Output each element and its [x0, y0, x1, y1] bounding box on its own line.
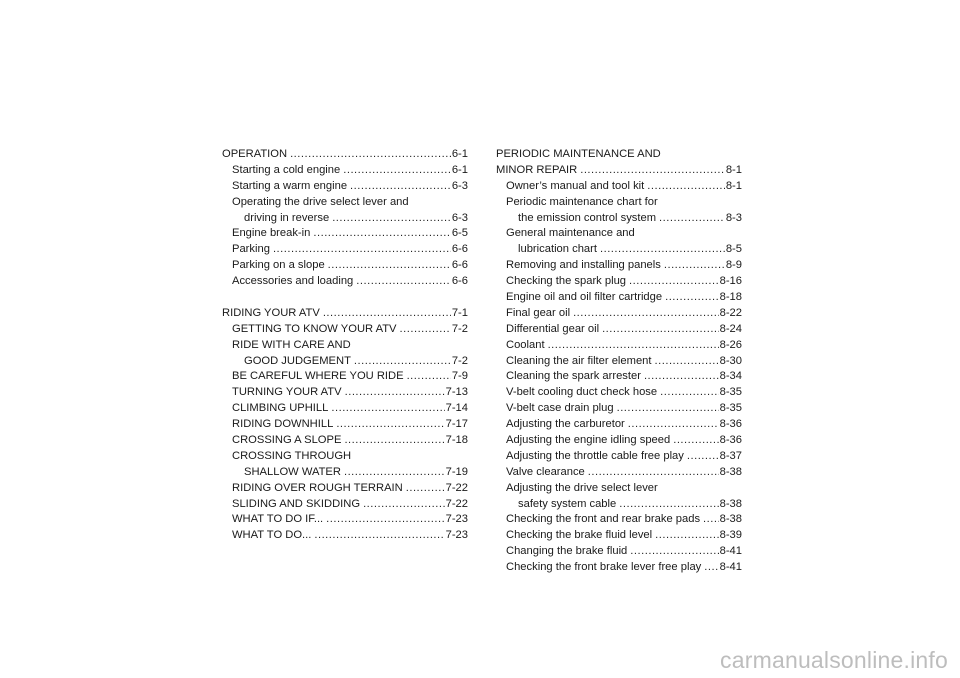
toc-entry — [222, 226, 468, 242]
toc-dot-leader — [400, 322, 451, 338]
toc-dot-leader — [343, 163, 451, 179]
toc-entry-page: 7-17 — [445, 418, 468, 431]
toc-dot-leader — [704, 560, 718, 576]
toc-entry-title: BE CAREFUL WHERE YOU RIDE — [232, 370, 404, 383]
toc-entry-title: RIDING OVER ROUGH TERRAIN — [232, 481, 403, 494]
toc-entry — [222, 274, 468, 290]
toc-dot-leader — [313, 226, 450, 242]
toc-entry-page: 8-38 — [719, 497, 742, 510]
toc-entry — [222, 401, 468, 417]
toc-entry — [496, 258, 742, 274]
toc-entry-title: OPERATION — [222, 148, 288, 160]
watermark-text: carmanualsonline.info — [720, 647, 948, 673]
toc-entry — [496, 306, 742, 322]
toc-dot-leader — [407, 369, 451, 385]
toc-entry-title: the emission control system — [518, 211, 657, 224]
toc-dot-leader — [345, 385, 445, 401]
toc-entry-page: 8-18 — [719, 291, 742, 304]
toc-entry-title: Final gear oil — [506, 306, 571, 319]
toc-entry-title: driving in reverse — [244, 211, 330, 224]
toc-dot-leader — [326, 512, 444, 528]
toc-entry — [496, 433, 742, 449]
toc-dot-leader — [363, 497, 445, 513]
toc-entry — [496, 274, 742, 290]
toc-entry-title: Adjusting the throttle cable free play — [506, 449, 684, 462]
toc-dot-leader — [356, 274, 451, 290]
toc-entry-title: Parking on a slope — [232, 259, 325, 272]
toc-entry — [222, 465, 468, 481]
toc-dot-leader — [580, 163, 725, 179]
toc-entry — [496, 497, 742, 513]
toc-dot-leader — [290, 147, 451, 163]
toc-entry-page: 6-6 — [451, 259, 468, 272]
toc-entry — [496, 369, 742, 385]
toc-entry-page: 8-16 — [719, 275, 742, 288]
toc-dot-leader — [665, 290, 719, 306]
toc-entry-page: 8-39 — [719, 529, 742, 542]
toc-dot-leader — [655, 354, 719, 370]
toc-entry-page: 6-3 — [451, 179, 468, 192]
toc-entry-page: 7-14 — [445, 402, 468, 415]
toc-entry — [222, 528, 468, 544]
toc-entry-title: safety system cable — [518, 497, 617, 510]
toc-entry — [496, 226, 742, 242]
toc-entry-title: Checking the spark plug — [506, 275, 627, 288]
toc-entry-title: Cleaning the spark arrester — [506, 370, 641, 383]
toc-entry-page: 8-34 — [719, 370, 742, 383]
toc-dot-leader — [354, 354, 451, 370]
toc-entry — [496, 449, 742, 465]
toc-entry — [496, 417, 742, 433]
toc-entry-title: Periodic maintenance chart for — [506, 195, 658, 208]
toc-dot-leader — [406, 481, 445, 497]
toc-entry-page: 7-2 — [451, 354, 468, 367]
toc-entry-title: Accessories and loading — [232, 275, 354, 288]
toc-entry-page: 6-1 — [451, 148, 468, 160]
toc-entry-page: 8-38 — [719, 465, 742, 478]
toc-dot-leader — [350, 179, 451, 195]
toc-entry — [222, 433, 468, 449]
toc-entry-title: CLIMBING UPHILL — [232, 402, 329, 415]
toc-entry — [496, 385, 742, 401]
toc-dot-leader — [331, 401, 444, 417]
toc-entry — [222, 306, 468, 322]
toc-dot-leader — [629, 274, 719, 290]
toc-entry — [222, 195, 468, 211]
toc-dot-leader — [659, 211, 725, 227]
toc-dot-leader — [660, 385, 718, 401]
toc-entry-page: 7-13 — [445, 386, 468, 399]
toc-entry-page: 8-36 — [719, 434, 742, 447]
toc-left-column — [222, 147, 468, 544]
toc-entry-title: Checking the front and rear brake pads — [506, 513, 701, 526]
toc-dot-leader — [619, 497, 718, 513]
toc-entry-title: WHAT TO DO IF... — [232, 513, 324, 526]
toc-entry-page: 7-9 — [451, 370, 468, 383]
toc-entry — [496, 560, 742, 576]
toc-entry-page: 8-36 — [719, 418, 742, 431]
toc-entry-title: RIDING DOWNHILL — [232, 418, 334, 431]
toc-entry-title: lubrication chart — [518, 243, 597, 256]
toc-entry-page: 6-1 — [451, 163, 468, 176]
toc-entry-title: General maintenance and — [506, 227, 635, 240]
toc-entry — [222, 417, 468, 433]
toc-entry-page: 7-22 — [445, 481, 468, 494]
toc-entry — [496, 147, 742, 163]
toc-entry-title: Owner’s manual and tool kit — [506, 179, 645, 192]
toc-entry-page: 6-5 — [451, 227, 468, 240]
toc-entry-title: Valve clearance — [506, 465, 585, 478]
toc-entry-page: 7-1 — [451, 306, 468, 319]
toc-dot-leader — [336, 417, 444, 433]
toc-entry-page: 7-23 — [445, 513, 468, 526]
toc-entry — [222, 481, 468, 497]
toc-dot-leader — [314, 528, 444, 544]
toc-entry-title: V-belt cooling duct check hose — [506, 386, 658, 399]
toc-entry-page: 8-26 — [719, 338, 742, 351]
toc-entry-page: 8-5 — [725, 243, 742, 256]
toc-dot-leader — [617, 401, 719, 417]
toc-entry-title: Changing the brake fluid — [506, 545, 628, 558]
toc-entry — [222, 369, 468, 385]
toc-entry — [496, 512, 742, 528]
toc-entry-page: 8-38 — [719, 513, 742, 526]
toc-entry-title: SHALLOW WATER — [244, 465, 341, 478]
toc-entry-page: 8-22 — [719, 306, 742, 319]
toc-entry-page: 8-3 — [725, 211, 742, 224]
toc-entry — [222, 147, 468, 163]
toc-entry — [222, 385, 468, 401]
toc-entry — [496, 338, 742, 354]
toc-entry-title: GETTING TO KNOW YOUR ATV — [232, 322, 397, 335]
toc-entry-title: CROSSING A SLOPE — [232, 434, 342, 447]
toc-entry — [222, 163, 468, 179]
toc-entry-title: Operating the drive select lever and — [232, 195, 409, 208]
toc-entry — [222, 338, 468, 354]
toc-dot-leader — [323, 306, 451, 322]
toc-entry-title: MINOR REPAIR — [496, 163, 578, 176]
toc-dot-leader — [332, 211, 451, 227]
toc-dot-leader — [600, 242, 725, 258]
toc-entry-title: TURNING YOUR ATV — [232, 386, 342, 399]
toc-entry-title: Checking the front brake lever free play — [506, 561, 702, 574]
toc-entry — [496, 544, 742, 560]
toc-entry-title: V-belt case drain plug — [506, 402, 614, 415]
toc-entry-page: 8-35 — [719, 386, 742, 399]
toc-entry — [222, 258, 468, 274]
toc-entry — [496, 290, 742, 306]
toc-dot-leader — [344, 433, 444, 449]
toc-entry-page: 6-6 — [451, 243, 468, 256]
toc-dot-leader — [548, 338, 719, 354]
toc-entry-page: 8-24 — [719, 322, 742, 335]
toc-dot-leader — [673, 433, 718, 449]
toc-entry-page: 8-37 — [719, 449, 742, 462]
toc-entry-page: 8-1 — [725, 179, 742, 192]
toc-entry-title: PERIODIC MAINTENANCE AND — [496, 148, 661, 160]
toc-entry-title: Removing and installing panels — [506, 259, 661, 272]
toc-dot-leader — [687, 449, 719, 465]
toc-entry — [496, 211, 742, 227]
toc-entry-title: SLIDING AND SKIDDING — [232, 497, 361, 510]
toc-entry-title: Engine oil and oil filter cartridge — [506, 291, 663, 304]
toc-entry — [496, 401, 742, 417]
toc-entry-title: Starting a warm engine — [232, 179, 348, 192]
toc-entry-page: 8-41 — [719, 561, 742, 574]
toc-entry — [496, 481, 742, 497]
toc-dot-leader — [655, 528, 718, 544]
toc-entry-page: 6-6 — [451, 275, 468, 288]
toc-entry-title: Coolant — [506, 338, 545, 351]
toc-dot-leader — [630, 544, 718, 560]
toc-entry-title: WHAT TO DO... — [232, 529, 312, 542]
toc-dot-leader — [703, 512, 719, 528]
toc-entry — [222, 179, 468, 195]
toc-dot-leader — [588, 465, 719, 481]
toc-dot-leader — [602, 322, 719, 338]
toc-entry-title: Adjusting the engine idling speed — [506, 434, 671, 447]
toc-entry — [496, 179, 742, 195]
toc-entry-page: 7-19 — [445, 465, 468, 478]
toc-entry-title: Starting a cold engine — [232, 163, 341, 176]
toc-entry-title: Adjusting the drive select lever — [506, 481, 658, 494]
toc-entry — [496, 163, 742, 179]
toc-dot-leader — [273, 242, 451, 258]
toc-right-column — [496, 147, 742, 576]
toc-entry-title: Differential gear oil — [506, 322, 600, 335]
toc-dot-leader — [344, 465, 445, 481]
toc-entry-title: Cleaning the air filter element — [506, 354, 652, 367]
toc-entry — [496, 242, 742, 258]
toc-entry-page: 8-1 — [725, 163, 742, 176]
toc-entry — [496, 354, 742, 370]
toc-entry — [222, 211, 468, 227]
toc-entry-title: GOOD JUDGEMENT — [244, 354, 351, 367]
toc-entry-page: 7-23 — [445, 529, 468, 542]
toc-dot-leader — [628, 417, 719, 433]
toc-entry-title: Checking the brake fluid level — [506, 529, 653, 542]
toc-entry-page: 7-18 — [445, 434, 468, 447]
toc-entry-page: 8-35 — [719, 402, 742, 415]
toc-dot-leader — [664, 258, 725, 274]
toc-dot-leader — [644, 369, 719, 385]
toc-entry — [222, 354, 468, 370]
toc-dot-leader — [328, 258, 451, 274]
toc-entry-title: Adjusting the carburetor — [506, 418, 625, 431]
toc-dot-leader — [573, 306, 719, 322]
toc-entry-page: 6-3 — [451, 211, 468, 224]
toc-entry — [222, 322, 468, 338]
toc-entry-page: 7-22 — [445, 497, 468, 510]
toc-entry — [222, 242, 468, 258]
toc-entry-title: RIDING YOUR ATV — [222, 306, 320, 319]
toc-entry — [222, 512, 468, 528]
toc-entry-page: 8-41 — [719, 545, 742, 558]
toc-entry-page: 8-30 — [719, 354, 742, 367]
toc-entry-page: 7-2 — [451, 322, 468, 335]
toc-entry-title: Parking — [232, 243, 270, 256]
toc-entry-title: RIDE WITH CARE AND — [232, 338, 351, 351]
toc-entry-title: Engine break-in — [232, 227, 311, 240]
toc-entry — [496, 528, 742, 544]
toc-entry — [496, 465, 742, 481]
toc-entry-page: 8-9 — [725, 259, 742, 272]
toc-entry-title: CROSSING THROUGH — [232, 449, 352, 462]
toc-entry — [222, 497, 468, 513]
toc-entry — [496, 195, 742, 211]
toc-dot-leader — [647, 179, 725, 195]
toc-entry — [222, 449, 468, 465]
toc-entry — [496, 322, 742, 338]
